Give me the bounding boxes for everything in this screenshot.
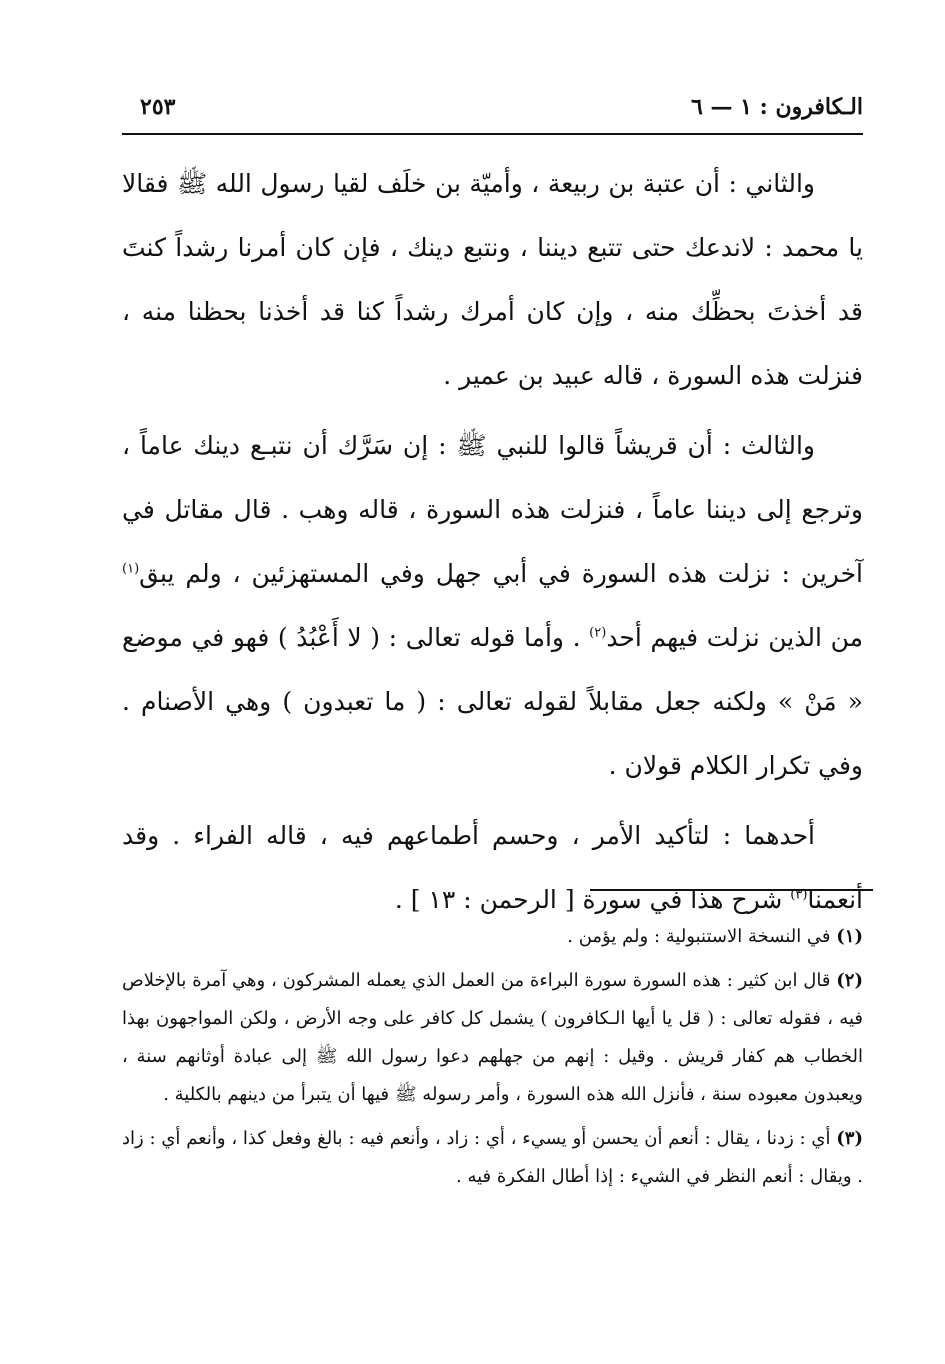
footnote-text: قال ابن كثير : هذه السورة سورة البراءة من العمل الذي يعمله المشركون ، وهي آمرة بالإخلاص فيه ، فقوله تعالى : ( قل يا أيها الـكافرون ) يشمل كل كافر على وجه الأرض ، ولكن المواجهون بهذا الخطاب هم كفار قريش . وقيل : إنهم من جهلهم دعوا رسول الله ﷺ إلى عبادة أوثانهم سنة ، ويعبدون معبوده سنة ، فأنزل الله هذه السورة ، وأمر رسوله ﷺ فيها أن يتبرأ من دينهم بالكلية . bbox=[122, 970, 863, 1105]
page-number: ٢٥٣ bbox=[140, 94, 176, 120]
footnotes bbox=[122, 918, 863, 1196]
footnote-text: في النسخة الاستنبولية : ولم يؤمن . bbox=[567, 926, 837, 947]
footnote-2 bbox=[122, 962, 863, 1114]
paragraph-second-reason: والثاني : أن عتبة بن ربيعة ، وأميّة بن خلَف لقيا رسول الله ﷺ فقالا يا محمد : لاندعك حتى تتبع ديننا ، ونتبع دينك ، فإن كان أمرنا رشداً كنتَ قد أخذتَ بحظِّك منه ، وإن كان أمرك رشداً كنا قد أخذنا بحظنا منه ، فنزلت هذه السورة ، قاله عبيد بن عمير . bbox=[122, 169, 863, 390]
footnote-ref-2: (٢) bbox=[589, 625, 607, 641]
paragraph-text: أحدهما : لتأكيد الأمر ، وحسم أطماعهم فيه ، قاله الفراء . وقد أنعمنا bbox=[122, 821, 863, 914]
main-text bbox=[122, 152, 863, 932]
running-header bbox=[122, 90, 863, 130]
paragraph-text: شرح هذا في سورة [ الرحمن : ١٣ ] . bbox=[394, 885, 791, 914]
footnote-number: (٣) bbox=[836, 1128, 863, 1149]
paragraph-text: من الذين نزلت فيهم أحد bbox=[606, 623, 863, 652]
running-title: الـكافرون : ١ — ٦ bbox=[691, 94, 863, 120]
footnote-3 bbox=[122, 1120, 863, 1196]
paragraph-third-reason bbox=[122, 414, 863, 798]
footnote-separator bbox=[590, 889, 873, 891]
footnote-1 bbox=[122, 918, 863, 956]
header-rule bbox=[122, 133, 863, 135]
paragraph-first-opinion bbox=[122, 804, 863, 932]
paragraph-text: . وأما قوله تعالى : ( لا أَعْبُدُ ) فهو في موضع « مَنْ » ولكنه جعل مقابلاً لقوله تعالى : ( ما تعبدون ) وهي الأصنام . وفي تكرار الكلام قولان . bbox=[122, 623, 863, 780]
paragraph-text: والثالث : أن قريشاً قالوا للنبي ﷺ : إن سَرَّك أن نتبـع دينك عاماً ، وترجع إلى ديننا عاماً ، فنزلت هذه السورة ، قاله وهب . قال مقاتل في آخرين : نزلت هذه السورة في أبي جهل وفي المستهزئين ، ولم يبق bbox=[122, 431, 863, 588]
footnote-number: (٢) bbox=[836, 970, 863, 991]
footnote-ref-1: (١) bbox=[122, 561, 140, 577]
footnote-ref-3: (٣) bbox=[790, 887, 808, 903]
footnote-number: (١) bbox=[836, 926, 863, 947]
footnote-text: أي : زدنا ، يقال : أنعم أن يحسن أو يسيء ، أي : زاد ، وأنعم فيه : بالغ وفعل كذا ، وأنعم أي : زاد . ويقال : أنعم النظر في الشيء : إذا أطال الفكرة فيه . bbox=[122, 1128, 863, 1187]
